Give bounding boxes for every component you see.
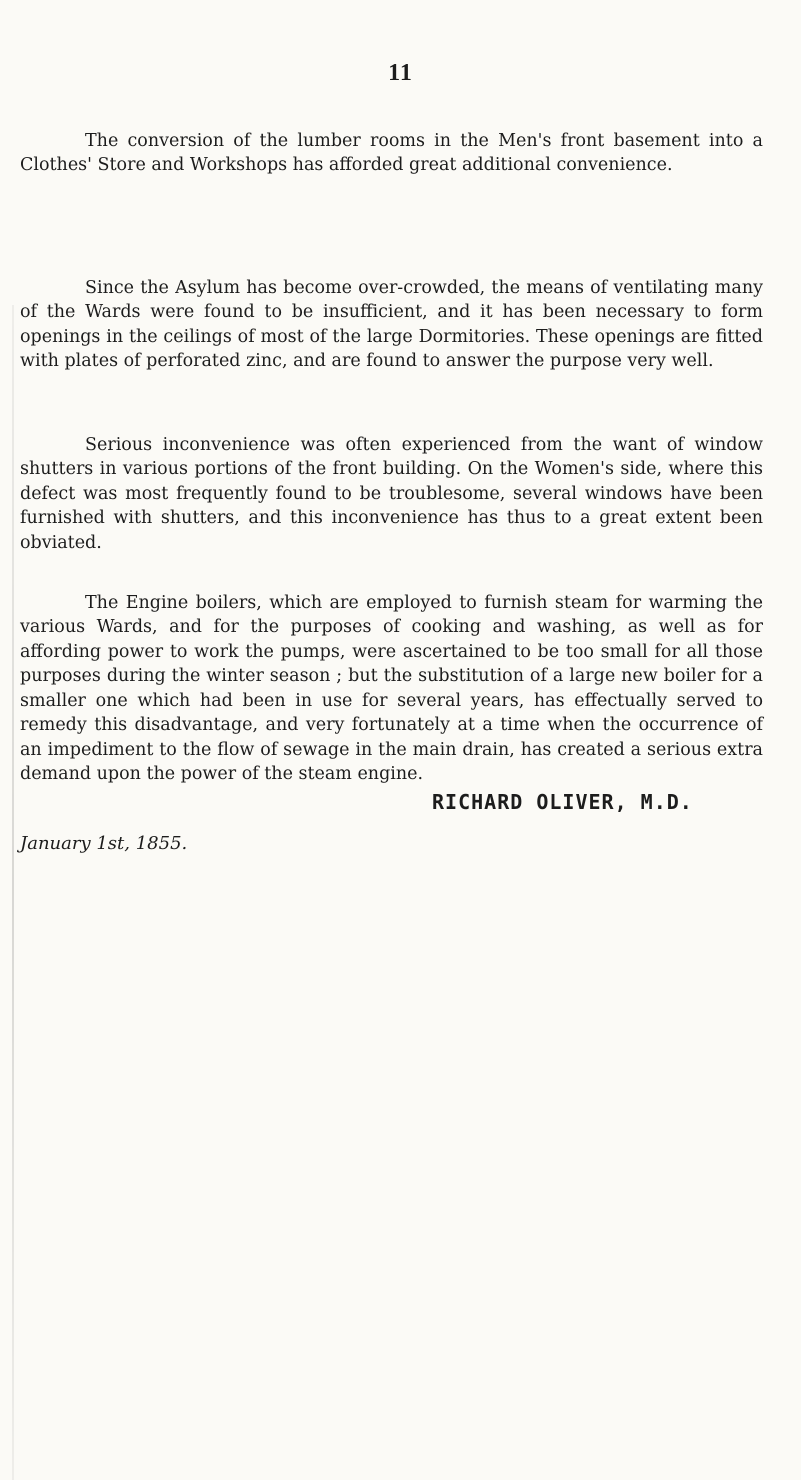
signature-date: January 1st, 1855.	[20, 833, 188, 854]
paragraph-clothes-store: The conversion of the lumber rooms in the Men's front basement into a Clothes' Store and Workshops has afforded great additional convenience.	[20, 130, 763, 175]
page-number: 11	[388, 60, 413, 86]
paragraph-window-shutters: Serious inconvenience was often experienced from the want of window shutters in various portions of the front building. On the Women's side, where this defect was most frequently found to be troublesome, several windows have been furnished with shutters, and this inconvenience has thus to a great extent been obviated.	[20, 434, 763, 553]
paragraph-engine-boilers: The Engine boilers, which are employed to furnish steam for warming the various Wards, and for the purposes of cooking and washing, as well as for affording power to work the pumps, were ascertained to be too small for all those purposes during the winter season ; but the substitution of a large new boiler for a smaller one which had been in use for several years, has effectually served to remedy this disadvantage, and very fortunately at a time when the occurrence of an impediment to the flow of sewage in the main drain, has created a serious extra demand upon the power of the steam engine.	[20, 592, 763, 784]
left-margin-shadow	[12, 305, 14, 1480]
signature-name: RICHARD OLIVER, M.D.	[432, 790, 693, 814]
paragraph-ventilation: Since the Asylum has become over-crowded, the means of ventilating many of the Wards were found to be insufficient, and it has been necessary to form openings in the ceilings of most of the large Dormitories. These openings are fitted with plates of perforated zinc, and are found to answer the purpose very well.	[20, 277, 763, 371]
